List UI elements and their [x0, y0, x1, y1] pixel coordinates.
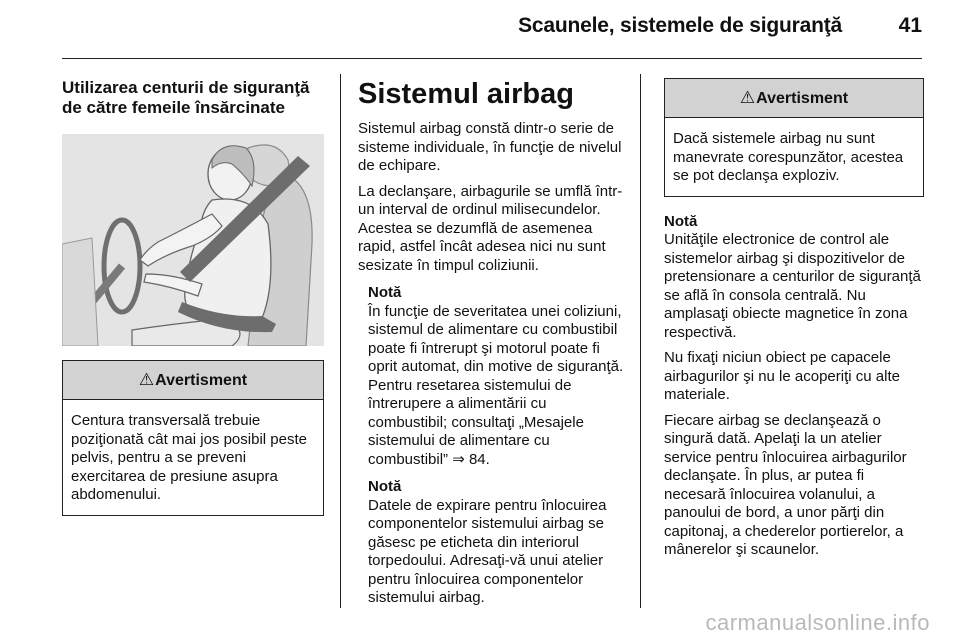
- middle-column: [358, 78, 626, 608]
- left-column: [62, 78, 324, 516]
- section-heading-pregnant-women: Utilizarea centurii de siguranţă de către femeile însărcinate: [62, 78, 310, 117]
- paragraph: La declanşare, airbagurile se umflă într-un interval de ordinul milisecundelor. Acestea se dezumflă de asemenea rapid, astfel încât adesea nici nu sunt sesizate în timpul coliziunii.: [358, 182, 623, 274]
- header-rule: [62, 58, 922, 59]
- column-divider-2: [640, 74, 641, 608]
- warning-title: Avertisment: [155, 372, 248, 389]
- note-text: Unităţile electronice de control ale sistemelor airbag şi dispozitivelor de pretensionare a centurilor de siguranţă se află în consola centrală. Nu amplasaţi obiecte magnetice în zona respectivă.: [664, 231, 921, 341]
- warning-box-right: [664, 78, 924, 197]
- paragraph: Nu fixaţi niciun obiect pe capacele airbagurilor şi nu le acoperiţi cu alte materiale.: [664, 349, 900, 403]
- warning-title: Avertisment: [756, 90, 849, 107]
- column-divider-1: [340, 74, 341, 608]
- paragraph: Sistemul airbag constă dintr-o serie de sisteme individuale, în funcţie de nivelul de echipare.: [358, 120, 622, 174]
- pregnant-driver-seatbelt-illustration: [62, 134, 324, 346]
- warning-text: Dacă sistemele airbag nu sunt manevrate corespunzător, acestea se pot declanşa exploziv.: [673, 130, 904, 184]
- page-header-title: Scaunele, sistemele de siguranţă: [518, 14, 842, 37]
- page-reference-icon: ⇒: [452, 450, 465, 468]
- page-reference-number[interactable]: 84.: [468, 450, 490, 468]
- paragraph: Fiecare airbag se declanşează o singură dată. Apelaţi la un atelier service pentru înlocuirea airbagurilor declanşate. În plus, ar putea fi necesară înlocuirea volanului, a panoului de bord, a unor părţi din capitonaj, a chederelor portierelor, a mânerelor şi scaunelor.: [664, 411, 907, 558]
- note-block: [358, 284, 626, 469]
- warning-text: Centura transversală trebuie poziţionată cât mai jos posibil peste pelvis, pentru a se preveni exercitarea de presiune asupra abdomenului.: [71, 412, 307, 503]
- watermark-text: carmanualsonline.info: [705, 610, 930, 635]
- note-text: [368, 303, 626, 470]
- page-number: 41: [898, 14, 922, 37]
- note-label: Notă: [664, 212, 698, 230]
- note-text: Datele de expirare pentru înlocuirea componentelor sistemului airbag se găsesc pe eticheta din interiorul torpedoului. Adresaţi-vă unui atelier pentru înlocuirea componentelor sistemului airbag.: [368, 496, 607, 606]
- note-text-body: În funcţie de severitatea unei coliziuni, sistemul de alimentare cu combustibil poate fi întrerupt şi motorul poate fi oprit automat, din motive de siguranţă. Pentru resetarea sistemului de întrerupere a alimentării cu combustibil; consultaţi „Mesajele sistemului de alimentare cu combustibil”: [368, 302, 624, 468]
- note-block: [358, 478, 626, 608]
- right-column: [664, 78, 924, 560]
- section-heading-airbag-system: Sistemul airbag: [358, 78, 574, 110]
- warning-triangle-icon: ⚠: [138, 370, 155, 389]
- warning-header: [665, 79, 923, 118]
- note-label: Notă: [368, 478, 402, 495]
- note-block: [664, 213, 924, 343]
- warning-header: [63, 361, 323, 400]
- warning-triangle-icon: ⚠: [739, 88, 756, 107]
- warning-box-left: [62, 360, 324, 516]
- note-label: Notă: [368, 284, 402, 301]
